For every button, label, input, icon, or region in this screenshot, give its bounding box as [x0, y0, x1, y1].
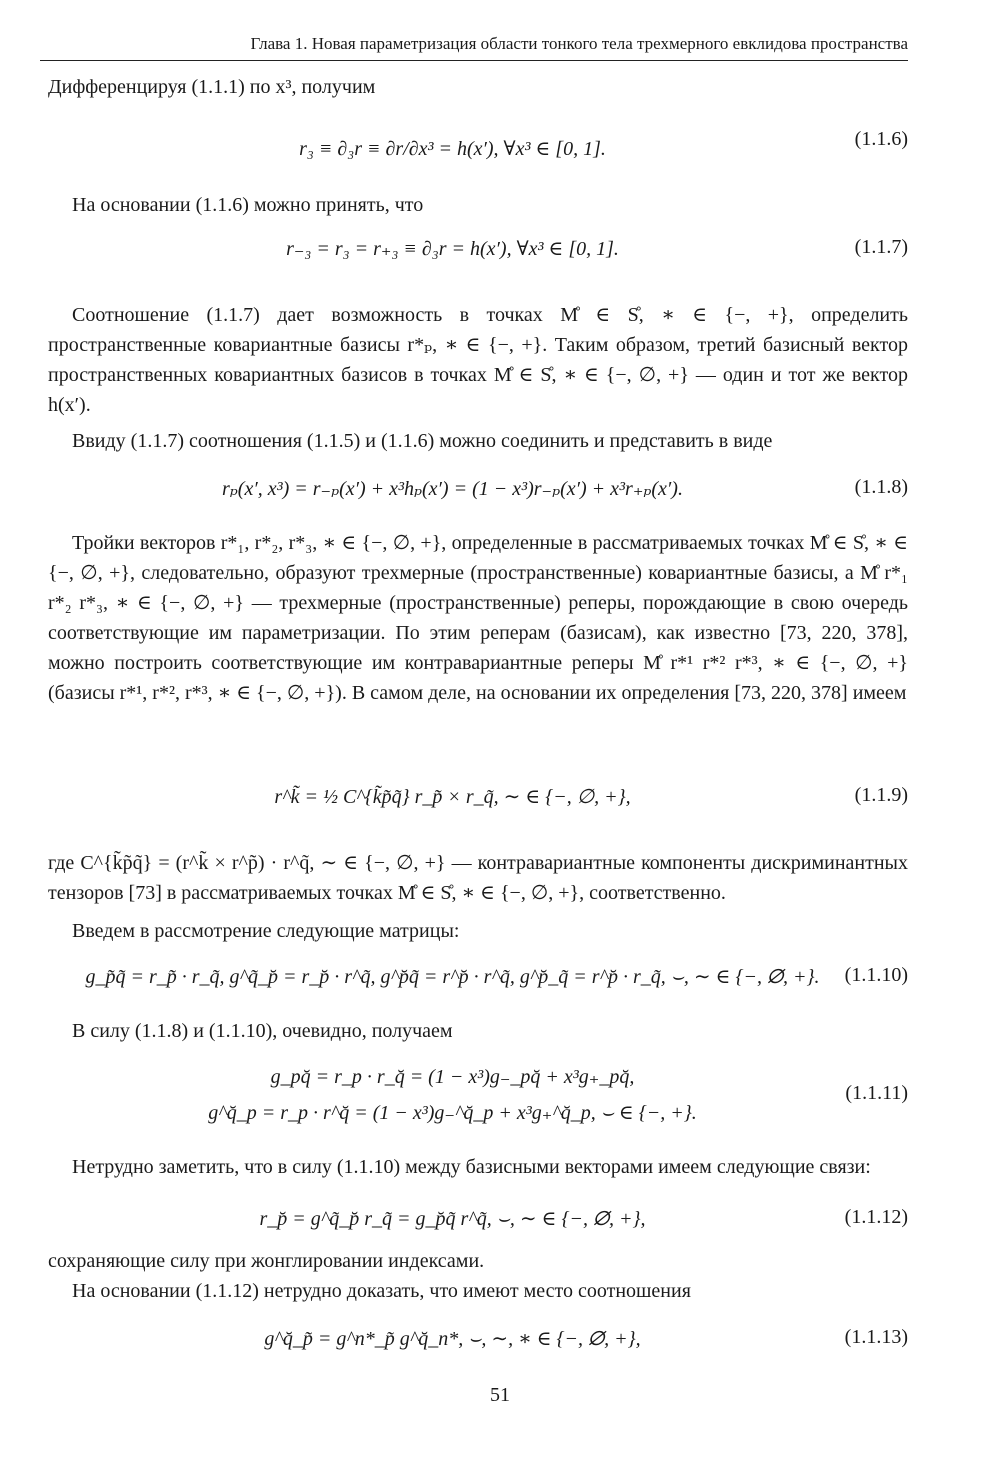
equation-1-1-9: r^k̃ = ½ C^{k̃p̃q̃} r_p̃ × r_q̃, ∼ ∈ {−, ∅, +}, — [274, 786, 631, 808]
equation-number: (1.1.10) — [844, 964, 908, 986]
equation-number: (1.1.11) — [845, 1082, 908, 1104]
equation-number: (1.1.12) — [844, 1206, 908, 1228]
equation-1-1-6: r₃ ≡ ∂₃r ≡ ∂r/∂x³ = h(x′), ∀x³ ∈ [0, 1]. — [299, 138, 606, 160]
paragraph-1: Дифференцируя (1.1.1) по x³, получим — [48, 76, 376, 98]
equation-number: (1.1.8) — [854, 476, 908, 498]
running-header: Глава 1. Новая параметризация области тонкого тела трехмерного евклидова пространства — [40, 34, 908, 61]
paragraph-3: Соотношение (1.1.7) дает возможность в точках M̊ ∈ S̊, ∗ ∈ {−, +}, определить пространственные ковариантные базисы r*ₚ, ∗ ∈ {−, +}. Таким образом, третий базисный вектор пространственных ковариантных базисов в точках M̊ ∈ S̊, ∗ ∈ {−, ∅, +} — один и тот же вектор h(x′). — [48, 304, 908, 416]
paragraph-10: сохраняющие силу при жонглировании индексами. — [48, 1250, 485, 1272]
paragraph-4: Ввиду (1.1.7) соотношения (1.1.5) и (1.1.6) можно соединить и представить в виде — [72, 430, 773, 452]
equation-1-1-12: r_p̆ = g^q̃_p̆ r_q̃ = g_p̆q̃ r^q̃, ⌣, ∼ ∈ {−, ∅, +}, — [259, 1208, 646, 1230]
paragraph-11: На основании (1.1.12) нетрудно доказать, что имеют место соотношения — [72, 1280, 691, 1302]
paragraph-7: Введем в рассмотрение следующие матрицы: — [72, 920, 460, 942]
paragraph-2: На основании (1.1.6) можно принять, что — [72, 194, 424, 216]
paragraph-5: Тройки векторов r*₁, r*₂, r*₃, ∗ ∈ {−, ∅, +}, определенные в рассматриваемых точках M̊ ∈ S̊, ∗ ∈ {−, ∅, +}, следовательно, образуют трехмерные (пространственные) ковариантные базисы, а M̊ r*₁ r*₂ r*₃, ∗ ∈ {−, ∅, +} — трехмерные (пространственные) реперы, порождающие в свою очередь соответствующие им параметризации. По этим реперам (базисам), как известно [73, 220, 378], можно построить соответствующие им контравариантные реперы M̊ r*¹ r*² r*³, ∗ ∈ {−, ∅, +} (базисы r*¹, r*², r*³, ∗ ∈ {−, ∅, +}). В самом деле, на основании их определения [73, 220, 378] имеем — [48, 532, 908, 704]
equation-1-1-11-line-2: g^q̆_p = r_p · r^q̆ = (1 − x³)g₋^q̆_p + x³g₊^q̆_p, ⌣ ∈ {−, +}. — [208, 1102, 697, 1124]
paragraph-8: В силу (1.1.8) и (1.1.10), очевидно, получаем — [72, 1020, 453, 1042]
equation-number: (1.1.7) — [854, 236, 908, 258]
equation-number: (1.1.9) — [854, 784, 908, 806]
equation-1-1-7: r₋₃ = r₃ = r₊₃ ≡ ∂₃r = h(x′), ∀x³ ∈ [0, 1]. — [286, 238, 619, 260]
page-number: 51 — [490, 1384, 510, 1406]
equation-number: (1.1.13) — [844, 1326, 908, 1348]
equation-number: (1.1.6) — [854, 128, 908, 150]
equation-1-1-13: g^q̆_p̃ = g^n*_p̃ g^q̆_n*, ⌣, ∼, ∗ ∈ {−, ∅, +}, — [264, 1328, 641, 1350]
equation-1-1-10: g_p̃q̃ = r_p̃ · r_q̃, g^q̃_p̆ = r_p̆ · r^q̃, g^p̆q̃ = r^p̆ · r^q̃, g^p̆_q̃ = r^p̆ · r_q̃, ⌣, ∼ ∈ {−, ∅, +}. — [85, 966, 820, 988]
paragraph-9: Нетрудно заметить, что в силу (1.1.10) между базисными векторами имеем следующие связи: — [72, 1156, 871, 1178]
equation-1-1-8: rₚ(x′, x³) = r₋ₚ(x′) + x³hₚ(x′) = (1 − x³)r₋ₚ(x′) + x³r₊ₚ(x′). — [222, 478, 683, 500]
equation-1-1-11-line-1: g_pq̆ = r_p · r_q̆ = (1 − x³)g₋_pq̆ + x³g₊_pq̆, — [270, 1066, 635, 1088]
paragraph-6: где C^{k̃p̃q̃} = (r^k̃ × r^p̃) · r^q̃, ∼ ∈ {−, ∅, +} — контравариантные компоненты дискриминантных тензоров [73] в рассматриваемых точках M̊ ∈ S̊, ∗ ∈ {−, ∅, +}, соответственно. — [48, 852, 908, 904]
